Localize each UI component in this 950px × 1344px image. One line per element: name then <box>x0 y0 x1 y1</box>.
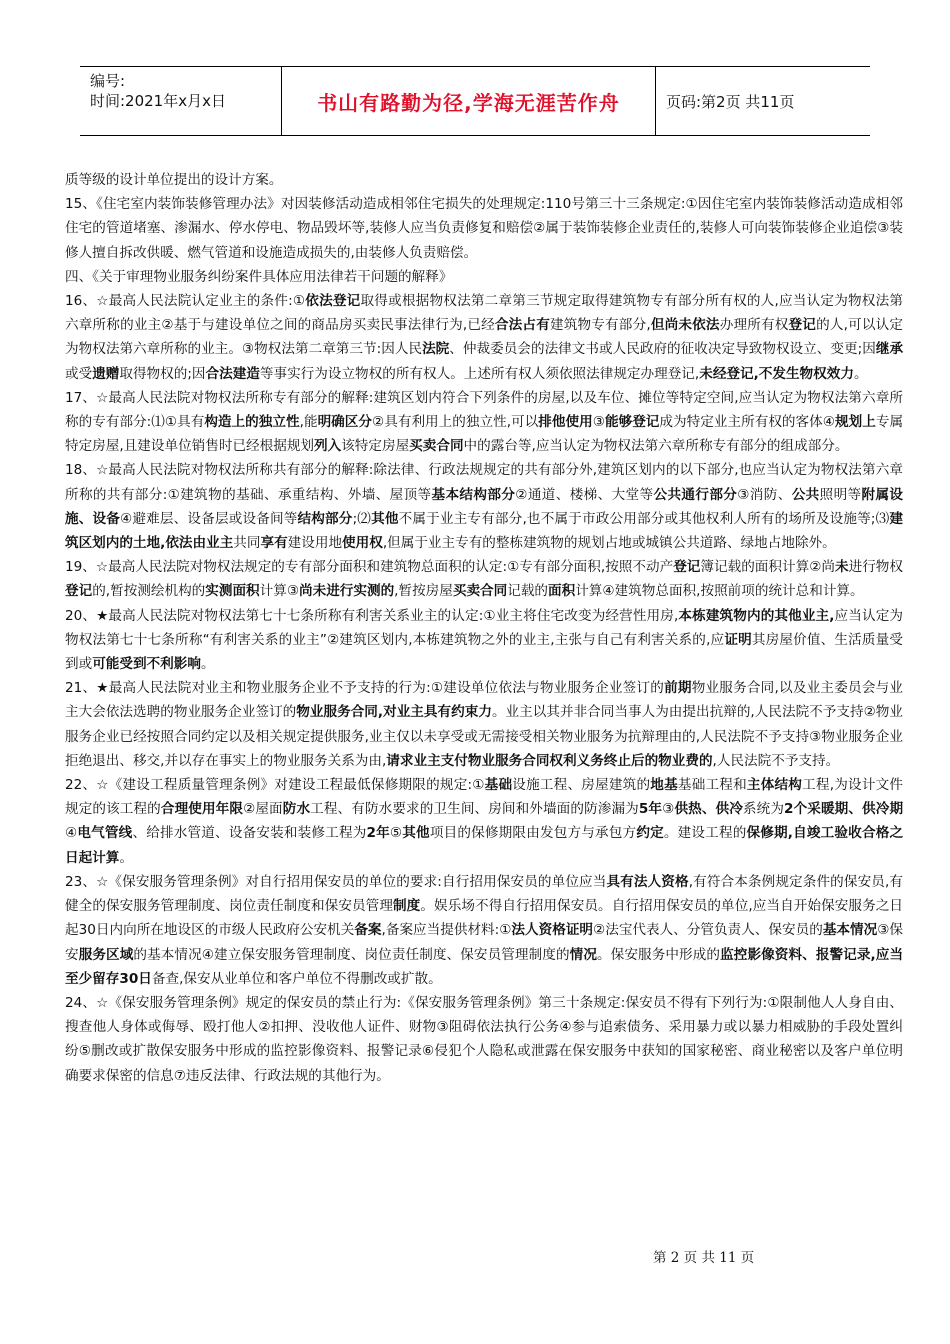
bold-text-run: 登记 <box>788 317 817 334</box>
bold-text-run: 保修期,自竣工验收合格之日起计算 <box>65 825 904 866</box>
text-run: ,暂按房屋 <box>394 583 453 600</box>
paragraph <box>65 604 903 677</box>
text-run: 簿记载的面积计算②尚 <box>700 559 835 576</box>
text-run: 18、☆最高人民法院对物权法所称共有部分的解释:除法律、行政法规规定的共有部分外,建筑区划内的以下部分,也应当认定为物权法第六章所称的共有部分:①建筑物的基础、承重结构、外墙、屋顶等 <box>65 462 903 503</box>
bold-text-run: 法院 <box>422 341 450 358</box>
bold-text-run: 附属设施、设备 <box>65 486 904 527</box>
bold-text-run: 基本结构部分 <box>431 486 516 503</box>
text-run: 项目的保修期限由发包方与承包方 <box>429 825 637 842</box>
text-run: 。保安服务中形成的 <box>597 946 721 963</box>
bold-text-run: 电气管线 <box>77 825 133 842</box>
bold-text-run: 物业服务合同,对业主具有约束力 <box>296 704 492 721</box>
text-run: 建设用地 <box>287 535 343 552</box>
bold-text-run: 可能受到不利影响 <box>92 656 201 673</box>
text-run: 设施工程、房屋建筑的 <box>512 777 651 794</box>
text-run: ,但属于业主专有的整栋建筑物的规划占地或城镇公共道路、绿地占地除外。 <box>382 535 836 552</box>
text-run: ③消防、 <box>737 486 792 503</box>
text-run: ,能 <box>299 414 318 431</box>
paragraph <box>65 870 903 991</box>
text-run: 记载的 <box>507 583 549 600</box>
text-run: 备查,保安从业单位和客户单位不得删改或扩散。 <box>151 970 442 987</box>
text-run: ③ <box>592 414 605 431</box>
paragraph <box>65 289 903 386</box>
paragraph <box>65 555 903 603</box>
bold-text-run: 主体结构 <box>746 777 803 794</box>
bold-text-run: 制度 <box>393 898 421 915</box>
bold-text-run: 排他使用 <box>538 414 593 431</box>
bold-text-run: 其他 <box>371 510 399 527</box>
bold-text-run: 法人资格证明 <box>511 922 594 939</box>
paragraph <box>65 991 903 1088</box>
bold-text-run: 本栋建筑物内的其他业主, <box>678 607 835 624</box>
text-run: 建筑物专有部分, <box>549 317 651 334</box>
bold-text-run: 具有法人资格 <box>606 873 689 890</box>
bold-text-run: 遗赠 <box>92 365 120 382</box>
paragraph <box>65 386 903 459</box>
bold-text-run: 合法建造 <box>205 365 260 382</box>
document-time-label: 时间:2021年x月x日 <box>90 92 226 110</box>
text-run: 不属于业主专有部分,也不属于市政公用部分或其他权利人所有的场所及设施等;⑶ <box>398 510 890 527</box>
header-meta <box>80 67 282 135</box>
text-run: 计算④建筑物总面积,按照前项的统计总和计算。 <box>575 583 864 600</box>
text-run: ,有符合本条例规定条件的保安员,有健全的保安服务管理制度、岗位责任制度和保安员管理 <box>65 873 904 915</box>
bold-text-run: 防水 <box>282 801 311 818</box>
bold-text-run: 基本情况 <box>822 922 878 939</box>
text-run: 专属特定房屋,且建设单位销售时已经根据规划 <box>65 414 904 455</box>
text-run: 。 <box>119 849 133 866</box>
paragraph <box>65 676 903 773</box>
text-run: 21、★最高人民法院对业主和物业服务企业不予支持的行为:①建设单位依法与物业服务企业签订的 <box>65 680 665 697</box>
text-run: 15、《住宅室内装饰装修管理办法》对因装修活动造成相邻住宅损失的处理规定:110号第三十三条规定:①因住宅室内装饰装修活动造成相邻住宅的管道堵塞、渗漏水、停水停电、物品毁坏等,装修人应当负责修复和赔偿②属于装饰装修企业责任的,装修人可向装饰装修企业追偿③装修人擅自拆改供暖、燃气管道和设施造成损失的,由装修人负责赔偿。 <box>65 196 903 261</box>
text-run: 应当认定为物权法第七十七条所称“有利害关系的业主”②建筑区划内,本栋建筑物之外的业主,主张与自己有利害关系的,应 <box>65 607 904 648</box>
bold-text-run: 证明 <box>724 631 752 648</box>
text-run: 取得或根据物权法第二章第三节规定取得建筑物专有部分所有权的人,应当认定为物权法第六章所称的业主②基于与建设单位之间的商品房买卖民事法律行为,已经 <box>65 293 904 334</box>
bold-text-run: 监控影像资料、报警记录,应当至少留存30日 <box>65 946 904 987</box>
bold-text-run: 未 <box>835 559 849 576</box>
text-run: 的,暂按测绘机构的 <box>92 583 206 600</box>
text-run: ,备案应当提供材料:① <box>381 922 512 939</box>
page-footer: 第 2 页 共 11 页 <box>653 1250 755 1266</box>
bold-text-run: 面积 <box>548 583 576 600</box>
text-run: 基础工程和 <box>677 777 747 794</box>
paragraph <box>65 168 903 192</box>
bold-text-run: 使用权 <box>342 535 383 552</box>
bold-text-run: 登记 <box>65 583 93 600</box>
bold-text-run: 构造上的独立性 <box>204 414 300 431</box>
paragraph <box>65 265 903 289</box>
text-run: 23、☆《保安服务管理条例》对自行招用保安员的单位的要求:自行招用保安员的单位应当 <box>65 873 607 890</box>
bold-text-run: 请求业主支付物业服务合同权利义务终止后的物业费的 <box>386 752 713 769</box>
bold-text-run: 能够登记 <box>604 414 660 431</box>
text-run: 成为特定业主所有权的客体④ <box>659 414 835 431</box>
text-run: 16、☆最高人民法院认定业主的条件:① <box>65 293 306 310</box>
text-run: ④ <box>65 825 78 842</box>
text-run: 共同 <box>233 535 261 552</box>
document-body <box>65 168 903 1088</box>
bold-text-run: 未经登记,不发生物权效力 <box>699 365 854 382</box>
text-run: 其房屋价值、生活质量受到或 <box>65 631 903 673</box>
text-run: 等事实行为设立物权的所有权人。上述所有权人须依照法律规定办理登记, <box>259 365 700 382</box>
text-run: ④避难层、设备层或设备间等 <box>120 510 298 527</box>
bold-text-run: 约定 <box>636 825 664 842</box>
bold-text-run: 继承 <box>875 341 904 358</box>
bold-text-run: 供热、供冷 <box>674 801 743 818</box>
text-run: 。娱乐场不得自行招用保安员。自行招用保安员的单位,应当自开始保安服务之日起30日内向所在地设区的市级人民政府公安机关 <box>65 898 904 939</box>
text-run: ③保安 <box>65 922 904 963</box>
bold-text-run: 备案 <box>354 922 382 939</box>
bold-text-run: 公共通行部分 <box>653 486 738 503</box>
text-run: ②屋面 <box>243 801 283 818</box>
text-run: 照明等 <box>819 486 862 503</box>
text-run: 24、☆《保安服务管理条例》规定的保安员的禁止行为:《保安服务管理条例》第三十条规定:保安员不得有下列行为:①限制他人人身自由、搜查他人身体或侮辱、殴打他人②扣押、没收他人证件、财物③阻碍依法执行公务④参与追索债务、采用暴力或以暴力相威胁的手段处置纠纷⑤删改或扩散保安服务中形成的监控影像资料、报警记录⑥侵犯个人隐私或泄露在保安服务中获知的国家秘密、商业秘密以及客户单位明确要求保密的信息⑦违反法律、行政法规的其他行为。 <box>65 994 903 1084</box>
text-run: 该特定房屋 <box>341 438 410 455</box>
text-run: 物业服务合同,以及业主委员会与业主大会依法选聘的物业服务企业签订的 <box>65 680 904 721</box>
bold-text-run: 买卖合同 <box>409 438 464 455</box>
header-page-number: 页码:第2页 共11页 <box>666 92 795 111</box>
text-run: 。 <box>853 365 868 382</box>
text-run: ②法宝代表人、分管负责人、保安员的 <box>593 922 823 939</box>
bold-text-run: 合理使用年限 <box>160 801 244 818</box>
paragraph <box>65 458 903 555</box>
bold-text-run: 结构部分 <box>297 510 353 527</box>
bold-text-run: 2个采暖期、供冷期 <box>784 801 904 818</box>
text-run: 的人,可以认定为物权法第六章所称的业主。③物权法第二章第三节:因人民 <box>65 317 904 358</box>
text-run: 计算③ <box>259 583 300 600</box>
bold-text-run: 公共 <box>791 486 820 503</box>
text-run: 。业主以其并非合同当事人为由提出抗辩的,人民法院不予支持②物业服务企业已经按照合同约定以及相关规定提供服务,业主仅以未享受或无需接受相关物业服务为抗辩理由的,人民法院不予支持③物业服务企业拒绝退出、移交,并以存在事实上的物业服务关系为由, <box>65 704 903 769</box>
text-run: 办理所有权 <box>719 317 789 334</box>
text-run: ②具有利用上的独立性,可以 <box>372 414 539 431</box>
text-run: 19、☆最高人民法院对物权法规定的专有部分面积和建筑物总面积的认定:①专有部分面积,按照不动产 <box>65 559 674 576</box>
bold-text-run: 买卖合同 <box>452 583 508 600</box>
text-run: 。 <box>200 656 215 673</box>
text-run: 质等级的设计单位提出的设计方案。 <box>65 172 283 188</box>
paragraph <box>65 192 903 265</box>
text-run: ;⑵ <box>352 510 372 527</box>
text-run: 取得物权的;因 <box>119 365 206 382</box>
text-run: 工程、有防水要求的卫生间、房间和外墙面的防渗漏为 <box>310 801 639 818</box>
text-run: 、给排水管道、设备安装和装修工程为 <box>132 825 367 842</box>
bold-text-run: 享有 <box>260 535 288 552</box>
bold-text-run: 尚未进行实测的 <box>299 583 395 600</box>
bold-text-run: 但尚未依法 <box>650 317 720 334</box>
bold-text-run: 列入 <box>314 438 342 455</box>
text-run: 。建设工程的 <box>663 825 747 842</box>
bold-text-run: 5年 <box>638 801 663 818</box>
header-motto: 书山有路勤为径,学海无涯苦作舟 <box>282 67 656 135</box>
bold-text-run: 基础 <box>484 777 513 794</box>
text-run: 四、《关于审理物业服务纠纷案件具体应用法律若干问题的解释》 <box>65 268 453 285</box>
text-run: 20、★最高人民法院对物权法第七十七条所称有利害关系业主的认定:①业主将住宅改变为经营性用房, <box>65 607 679 624</box>
bold-text-run: 登记 <box>673 559 701 576</box>
bold-text-run: 服务区域 <box>78 946 134 963</box>
text-run: 或受 <box>65 365 93 382</box>
bold-text-run: 前期 <box>664 680 692 697</box>
bold-text-run: 依法登记 <box>305 293 361 310</box>
bold-text-run: 其他 <box>402 825 430 842</box>
document-number-label: 编号: <box>90 72 126 90</box>
paragraph <box>65 773 903 870</box>
bold-text-run: 建筑区划内的土地,依法由业主 <box>65 510 904 552</box>
bold-text-run: 情况 <box>569 946 597 963</box>
text-run: 工程,为设计文件规定的该工程的 <box>65 777 904 818</box>
bold-text-run: 实测面积 <box>205 583 260 600</box>
bold-text-run: 规划上 <box>834 414 876 431</box>
bold-text-run: 明确区分 <box>317 414 373 431</box>
text-run: ②通道、楼梯、大堂等 <box>515 486 654 503</box>
page-header <box>80 66 870 136</box>
text-run: 的基本情况④建立保安服务管理制度、岗位责任制度、保安员管理制度的 <box>133 946 570 963</box>
text-run: ⑤ <box>389 825 403 842</box>
text-run: 系统为 <box>742 801 785 818</box>
bold-text-run: 地基 <box>650 777 678 794</box>
text-run: ,人民法院不予支持。 <box>712 752 840 769</box>
text-run: 进行物权 <box>848 559 904 576</box>
bold-text-run: 2年 <box>366 825 390 842</box>
text-run: 17、☆最高人民法院对物权法所称专有部分的解释:建筑区划内符合下列条件的房屋,以及车位、摊位等特定空间,应当认定为物权法第六章所称的专有部分:⑴①具有 <box>65 389 903 431</box>
text-run: ③ <box>662 801 675 818</box>
text-run: 22、☆《建设工程质量管理条例》对建设工程最低保修期限的规定:① <box>65 777 485 794</box>
text-run: 中的露台等,应当认定为物权法第六章所称专有部分的组成部分。 <box>463 438 849 455</box>
bold-text-run: 合法占有 <box>494 317 550 334</box>
text-run: 、仲裁委员会的法律文书或人民政府的征收决定导致物权设立、变更;因 <box>449 341 876 358</box>
